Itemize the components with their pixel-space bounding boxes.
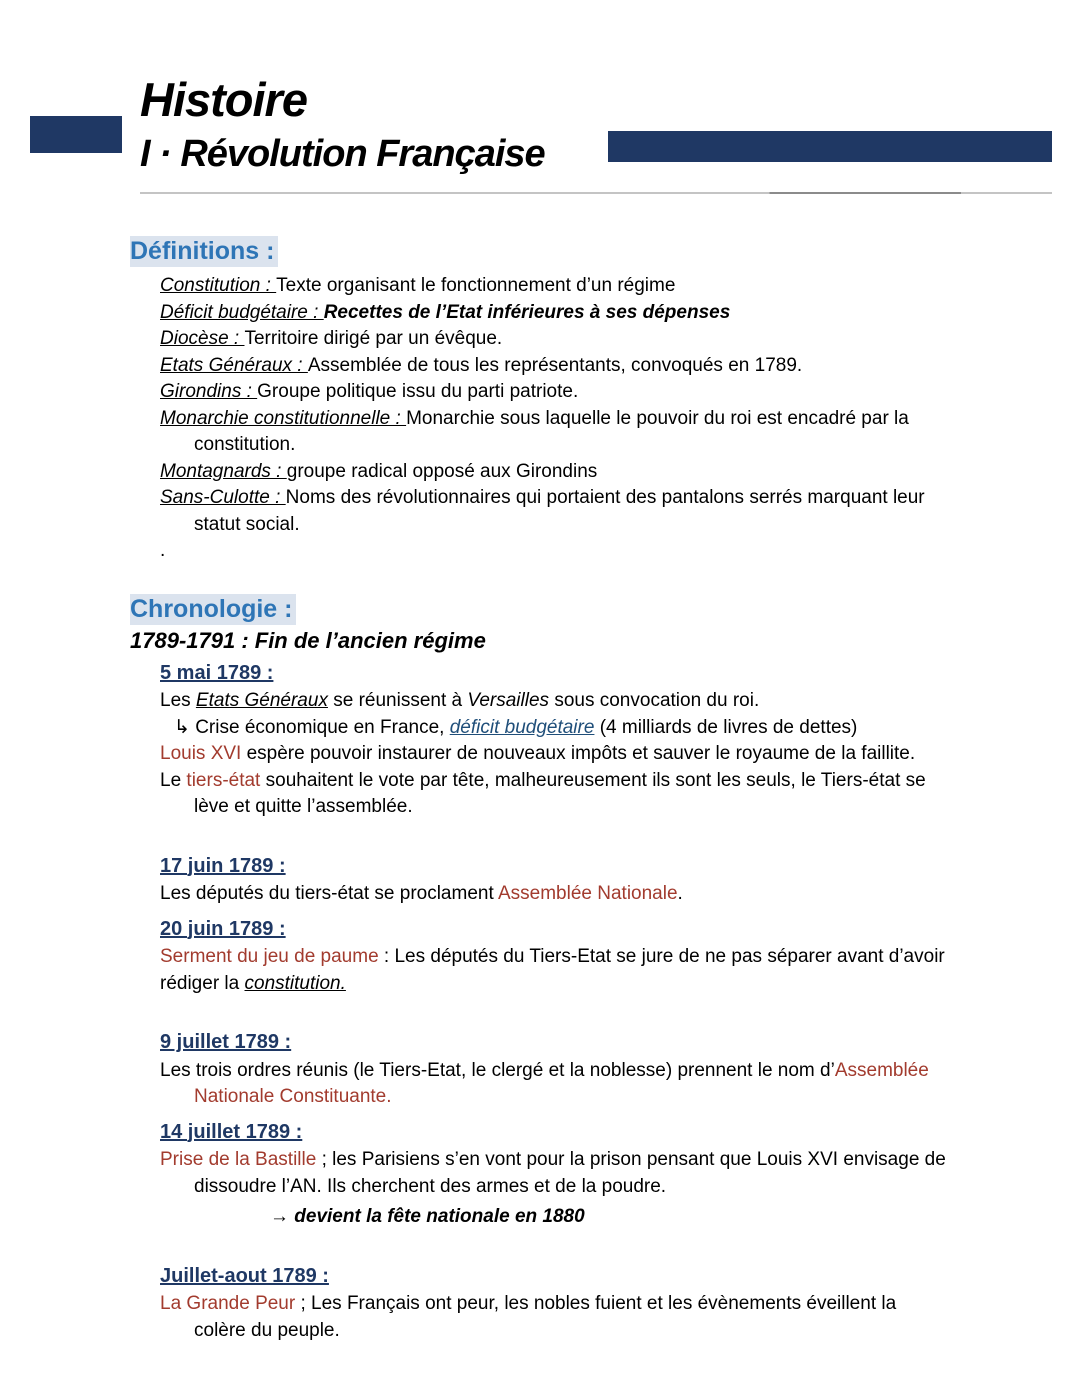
definition-text: Texte organisant le fonctionnement d’un régime [276,275,676,296]
text-segment: : Les députés du Tiers-Etat se jure de ne pas séparer avant d’avoir rédiger la [160,946,945,994]
text-segment: sous convocation du roi. [549,690,760,711]
event-date: 9 juillet 1789 : [160,1031,292,1053]
definitions-heading [130,237,960,266]
definition-term: Monarchie constitutionnelle : [160,407,407,429]
term-constitution: constitution. [244,972,346,994]
text-segment: espère pouvoir instaurer de nouveaux impôts et sauver le royaume de la faillite. [241,743,916,764]
event-line [160,1147,952,1200]
text-segment: souhaitent le vote par tête, malheureusement ils sont les seuls, le Tiers-état se lève et quitte l’assemblée. [194,769,926,817]
event-list [160,660,952,1345]
event-line [160,688,952,715]
term-deficit-budgetaire: déficit budgétaire [449,716,595,738]
text-segment: Les députés du tiers-état se proclament [160,883,498,904]
event-20-juin-1789 [160,916,952,998]
event-line [160,944,952,997]
definition-item-monarchie-constitutionnelle [160,406,952,459]
definition-text: Territoire dirigé par un évêque. [244,328,503,349]
text-segment: (4 milliards de livres de dettes) [594,716,858,738]
definition-text: Groupe politique issu du parti patriote. [257,381,579,402]
definition-term: Constitution : [160,275,277,296]
document-header [0,0,1080,205]
event-date: 20 juin 1789 : [160,917,286,940]
return-arrow-icon: ↳ [174,716,196,738]
highlight-serment-du-jeu-de-paume: Serment du jeu de paume [160,946,379,967]
event-date: 14 juillet 1789 : [160,1120,303,1143]
event-line [160,1058,952,1111]
highlight-assemblee-nationale-constituante: Assemblée Nationale Constituante. [194,1059,929,1107]
definition-term: Déficit budgétaire : [160,301,324,323]
definition-text: Recettes de l’Etat inférieures à ses dépenses [323,301,731,323]
text-segment: . [677,883,683,904]
document-subtitle: I · Révolution Française [140,133,545,175]
definitions-list [160,273,952,565]
highlight-la-grande-peur: La Grande Peur [160,1293,296,1314]
highlight-prise-de-la-bastille: Prise de la Bastille [160,1149,317,1170]
definition-item-constitution [160,273,952,300]
text-segment: se réunissent à [327,690,468,711]
definition-term: Montagnards : [160,460,287,482]
event-14-juillet-1789 [160,1119,952,1231]
highlight-assemblee-nationale: Assemblée Nationale [497,883,678,904]
event-date: 5 mai 1789 : [160,661,274,684]
chronology-section [130,595,960,1345]
header-divider [140,192,1052,194]
event-note: → devient la fête nationale en 1880 [270,1206,585,1227]
definition-term: Sans-Culotte : [160,487,286,508]
definition-term: Diocèse : [160,328,245,349]
definition-term: Girondins : [160,381,258,402]
event-17-juin-1789 [160,853,952,908]
definitions-heading-text: Définitions : [130,236,278,267]
trailing-dot: . [160,540,166,561]
text-segment: ; les Parisiens s’en vont pour la prison pensant que Louis XVI envisage de dissoudre l’AN. Ils cherchent des armes et de la poudre. [194,1149,946,1197]
event-9-juillet-1789 [160,1029,952,1111]
chronology-heading [130,595,960,624]
event-line [160,768,952,821]
text-segment: Les [160,690,196,711]
event-line [160,741,952,768]
definition-item-deficit-budgetaire [160,300,952,327]
definition-text: groupe radical opposé aux Girondins [286,460,598,482]
definition-item-montagnards [160,459,952,486]
text-segment: Le [160,769,187,791]
event-line [160,881,952,908]
definition-item-sans-culotte [160,485,952,538]
definition-text: Noms des révolutionnaires qui portaient des pantalons serrés marquant leur statut social. [194,487,925,535]
definition-text: Assemblée de tous les représentants, convoqués en 1789. [307,354,803,376]
period-title: 1789-1791 : Fin de l’ancien régime [130,627,486,653]
event-line [160,1291,952,1344]
event-date: 17 juin 1789 : [160,854,286,877]
event-5-mai-1789 [160,660,952,821]
highlight-louis-xvi: Louis XVI [160,743,242,764]
document-title: Histoire [140,73,307,126]
definition-text: Monarchie sous laquelle le pouvoir du roi est encadré par la constitution. [194,407,909,455]
definition-item-girondins [160,379,952,406]
event-date: Juillet-aout 1789 : [160,1264,329,1287]
text-segment: Crise économique en France, [195,716,450,738]
definitions-section [130,237,960,565]
text-segment: Les trois ordres réunis (le Tiers-Etat, le clergé et la noblesse) prennent le nom d’ [160,1059,835,1081]
header-right-accent-bar [608,131,1052,162]
event-juillet-aout-1789 [160,1263,952,1345]
event-subline [174,715,952,742]
definition-term: Etats Généraux : [160,354,308,376]
header-left-accent-bar [30,116,122,153]
term-versailles: Versailles [467,690,550,711]
chronology-heading-text: Chronologie : [130,594,296,625]
text-segment: ; Les Français ont peur, les nobles fuient et les évènements éveillent la colère du peuple. [194,1293,897,1341]
definition-item-diocese [160,326,952,353]
term-etats-generaux: Etats Généraux [195,690,328,711]
highlight-tiers-etat: tiers-état [186,769,261,791]
definition-item-etats-generaux [160,353,952,380]
